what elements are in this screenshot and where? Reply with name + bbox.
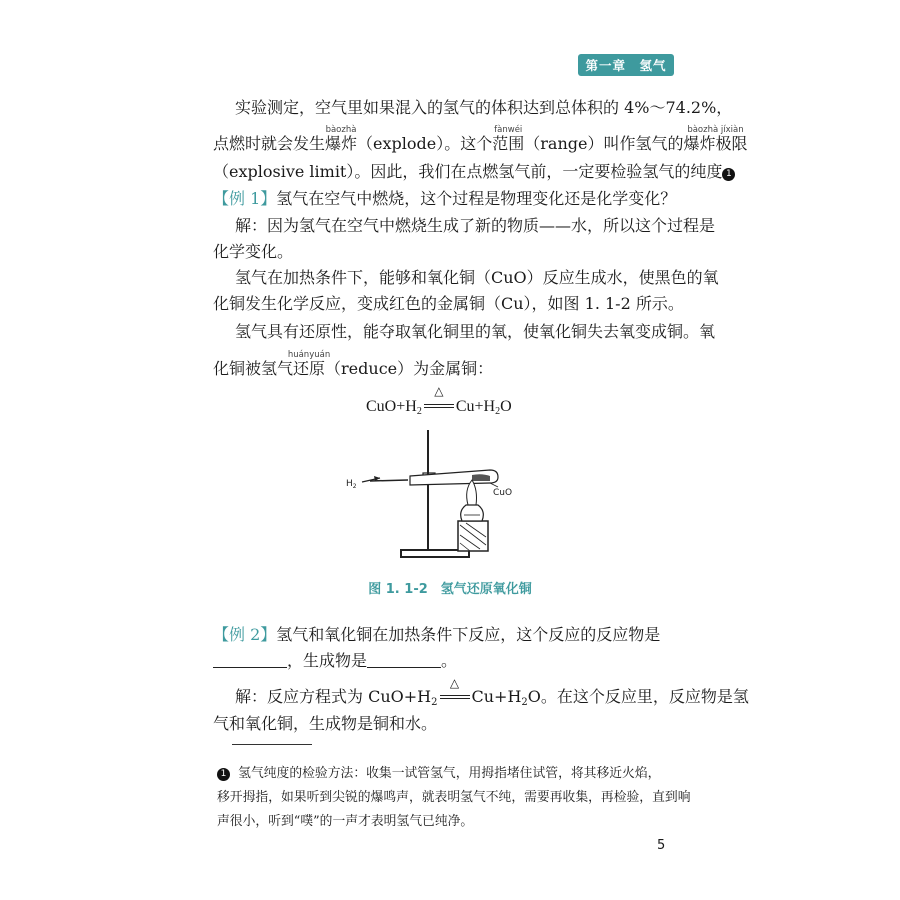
para2-line1: 氢气在加热条件下，能够和氧化铜（CuO）反应生成水，使黑色的氧 (235, 268, 719, 287)
figure-caption: 图 1. 1-2 氢气还原氧化铜 (368, 582, 532, 597)
heat-condition: △ (449, 676, 460, 690)
text: 化铜被氢气 (213, 359, 294, 378)
word: 还原 (293, 359, 326, 378)
footnote-marker: 1 (722, 168, 735, 181)
chapter-header-badge: 第一章 氢气 (578, 54, 674, 76)
h2-label: $H_2$ (346, 479, 357, 490)
eq-sub: 2 (431, 697, 438, 708)
word: 范围 (492, 134, 525, 153)
support-block (458, 521, 488, 551)
eq-right: Cu+H (455, 398, 496, 415)
footnote-line2: 移开拇指，如果听到尖锐的爆鸣声，就表明氢气不纯，需要再收集，再检验，直到响 (217, 790, 691, 805)
text: 氢气纯度的检验方法：收集一试管氢气，用拇指堵住试管，将其移近火焰， (238, 766, 661, 781)
cuo-label: CuO (493, 488, 513, 498)
text: O。在这个反应里，反应物是氢 (527, 687, 749, 706)
pinyin: bàozhà jíxiàn (687, 125, 744, 135)
example2-question (213, 625, 660, 645)
text: （reduce）为金属铜： (325, 359, 494, 378)
eq-sub: 2 (416, 406, 422, 417)
answer-blank-products[interactable] (367, 653, 441, 668)
answer-blank-reactants[interactable] (213, 653, 287, 668)
ruby-baozha (325, 125, 358, 154)
apparatus-figure (340, 425, 540, 570)
example1-answer-line2: 化学变化。 (213, 242, 294, 261)
text: 氢气在空气中燃烧，这个过程是物理变化还是化学变化？ (276, 189, 677, 208)
eq-left: CuO+H (366, 398, 417, 415)
footnote-bullet: 1 (217, 768, 230, 781)
text: 。 (441, 651, 458, 670)
example2-answer-line1 (235, 676, 749, 713)
example1-answer-line1: 解：因为氢气在空气中燃烧生成了新的物质——水，所以这个过程是 (235, 216, 716, 235)
ruby-huanyuan (287, 350, 331, 379)
text: Cu+H (471, 687, 522, 706)
footnote-line1 (217, 764, 660, 784)
example1-tag: 【例 1】 (213, 189, 277, 208)
para1-line1: 实验测定，空气里如果混入的氢气的体积达到总体积的 4%～74.2%， (235, 98, 733, 117)
eq-sub: 2 (495, 406, 501, 417)
cuo-powder (472, 474, 490, 481)
word: 爆炸极限 (683, 134, 748, 153)
footnote-rule (232, 744, 312, 745)
reaction-equation (366, 384, 512, 417)
page-number: 5 (657, 838, 666, 853)
text: 点燃时就会发生 (213, 134, 326, 153)
heat-arrow (438, 676, 472, 707)
text: ，生成物是 (287, 651, 368, 670)
heat-condition: △ (434, 384, 444, 398)
pinyin: huányuán (287, 350, 331, 360)
footnote-line3: 声很小，听到“噗”的一声才表明氢气已纯净。 (217, 814, 474, 829)
text: （range）叫作氢气的 (524, 134, 684, 153)
ruby-fanwei (492, 125, 525, 154)
para3-line2 (213, 350, 494, 379)
text: （explode）。这个 (357, 134, 493, 153)
example2-answer-line2: 气和氧化铜，生成物是铜和水。 (213, 714, 438, 733)
word: 爆炸 (325, 134, 358, 153)
pinyin: fànwéi (494, 125, 523, 135)
example1-question (213, 189, 676, 209)
ruby-baozha-jixian (683, 125, 748, 154)
para2-line2: 化铜发生化学反应，变成红色的金属铜（Cu），如图 1. 1-2 所示。 (213, 294, 684, 313)
para1-line2 (213, 125, 748, 154)
eq-sub: 2 (521, 697, 528, 708)
text: 氢气和氧化铜在加热条件下反应，这个反应的反应物是 (276, 625, 661, 644)
text: （explosive limit）。因此，我们在点燃氢气前，一定要检验氢气的纯度 (213, 162, 723, 181)
example2-tag: 【例 2】 (213, 625, 277, 644)
example2-question-line2 (213, 651, 457, 671)
eq-right-o: O (500, 398, 512, 415)
text: 解：反应方程式为 CuO+H (235, 687, 432, 706)
alcohol-lamp (461, 505, 484, 521)
para3-line1: 氢气具有还原性，能夺取氧化铜里的氧，使氧化铜失去氧变成铜。氧 (235, 322, 716, 341)
heat-arrow (422, 384, 456, 416)
pinyin: bàozhà (325, 125, 357, 135)
para1-line3 (213, 162, 735, 182)
